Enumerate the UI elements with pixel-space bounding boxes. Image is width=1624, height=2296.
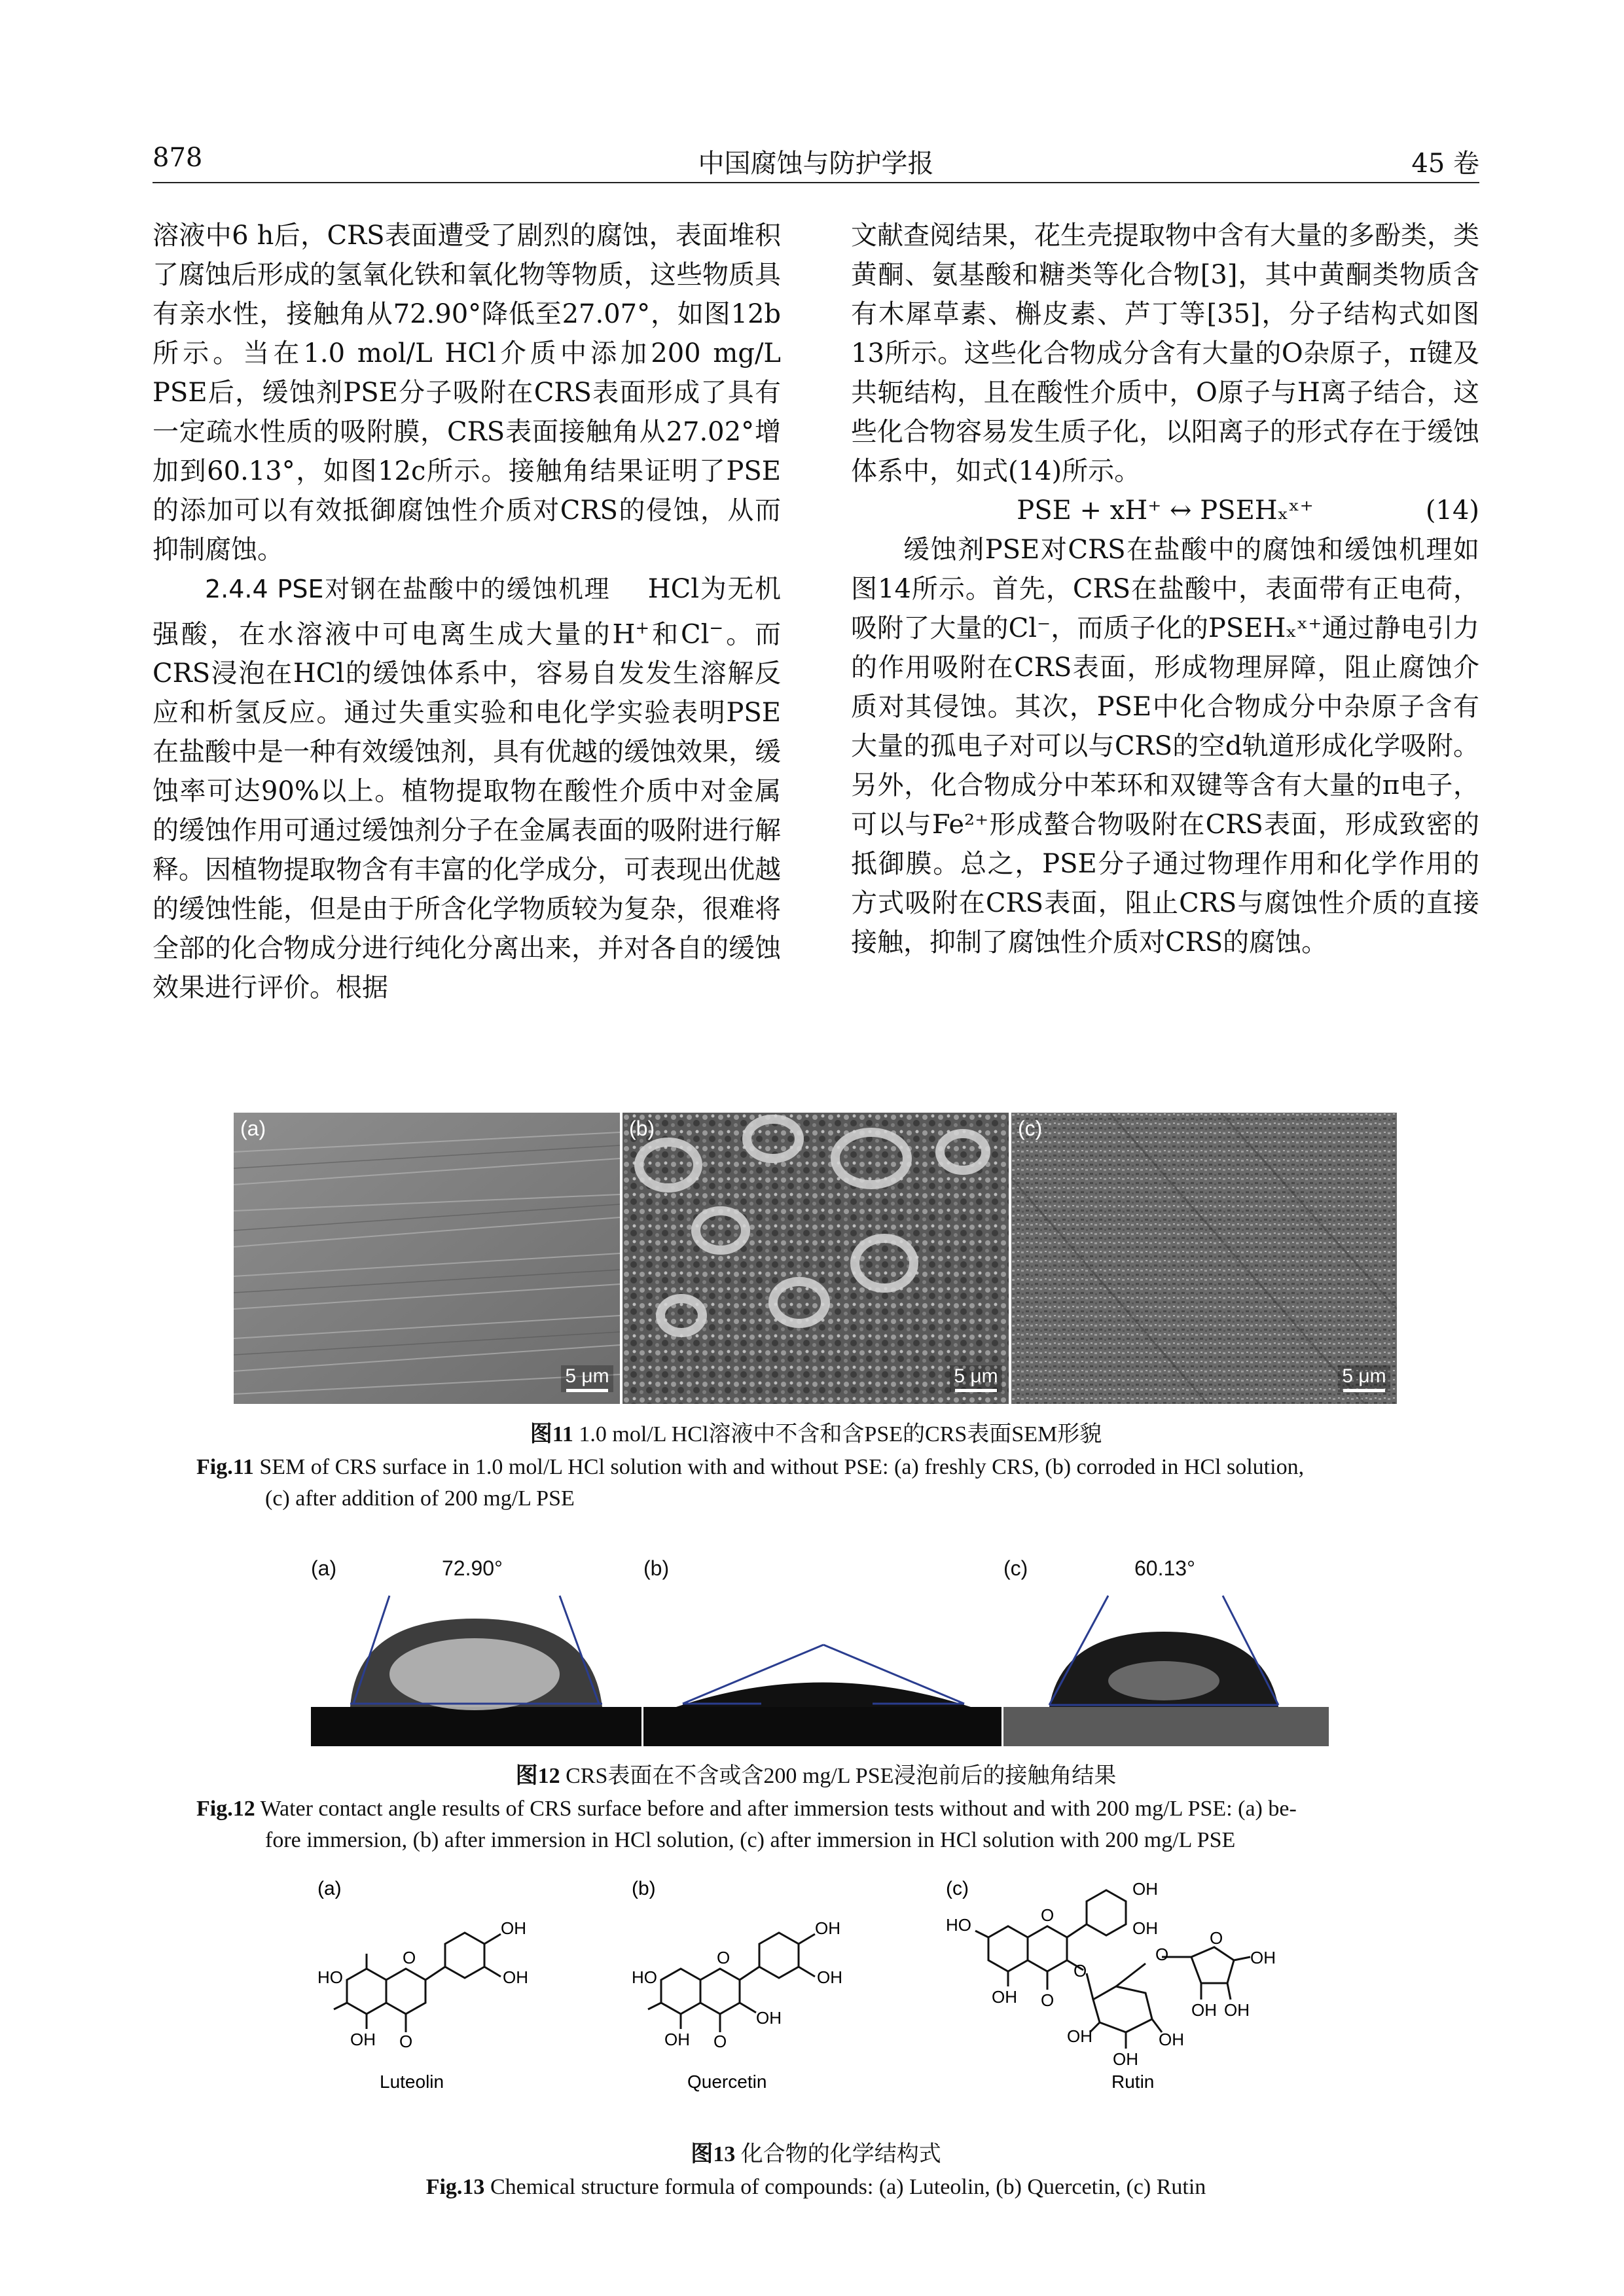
page-number: 878	[153, 143, 203, 173]
caption-text: 1.0 mol/L HCl溶液中不含和含PSE的CRS表面SEM形貌	[573, 1422, 1102, 1446]
structure-quercetin	[622, 1872, 929, 2114]
atom-label: HO	[632, 1967, 657, 1987]
structure-rutin	[936, 1872, 1329, 2114]
atom-label: OH	[756, 2008, 782, 2028]
drop-panel-b	[643, 1556, 1001, 1746]
atom-label: O	[713, 2032, 727, 2051]
atom-label: O	[1041, 1990, 1055, 2010]
atom-label: O	[403, 1948, 416, 1967]
panel-label: (a)	[317, 1878, 342, 1899]
fig11-caption-en	[196, 1452, 1479, 1483]
panel-label: (a)	[311, 1556, 337, 1580]
fig11-caption-en-line2: (c) after addition of 200 mg/L PSE	[265, 1486, 575, 1511]
atom-label: O	[1155, 1945, 1169, 1964]
caption-text: Water contact angle results of CRS surface before and after immersion tests without and with 200 mg/L PSE: (a) be-	[255, 1797, 1297, 1821]
atom-label: OH	[1159, 2030, 1184, 2049]
right-paragraph-2: 缓蚀剂PSE对CRS在盐酸中的腐蚀和缓蚀机理如图14所示。首先，CRS在盐酸中，表面带有正电荷，吸附了大量的Cl⁻，而质子化的PSEHₓˣ⁺通过静电引力的作用吸附在CRS表面，形成物理屏障，阻止腐蚀介质对其侵蚀。其次，PSE中化合物成分中杂原子含有大量的孤电子对可以与CRS的空d轨道形成化学吸附。另外，化合物成分中苯环和双键等含有大量的π电子，可以与Fe²⁺形成螯合物吸附在CRS表面，形成致密的抵御膜。总之，PSE分子通过物理作用和化学作用的方式吸附在CRS表面，阻止CRS与腐蚀性介质的直接接触，抑制了腐蚀性介质对CRS的腐蚀。	[851, 535, 1479, 958]
right-paragraph-1: 文献查阅结果，花生壳提取物中含有大量的多酚类，类黄酮、氨基酸和糖类等化合物[3]，其中黄酮类物质含有木犀草素、槲皮素、芦丁等[35]，分子结构式如图13所示。这些化合物成分含有大量的O杂原子，π键及共轭结构，且在酸性介质中，O原子与H离子结合，这些化合物容易发生质子化，以阳离子的形式存在于缓蚀体系中，如式(14)所示。	[851, 221, 1479, 486]
figure-12-contact-angle	[311, 1556, 1329, 1746]
caption-number: 图11	[530, 1422, 573, 1446]
left-column	[153, 216, 781, 1007]
atom-label: O	[1210, 1928, 1223, 1948]
atom-label: OH	[1132, 1918, 1158, 1938]
drop-panel-c	[1003, 1556, 1329, 1746]
figure-13-structures	[308, 1872, 1329, 2114]
fig11-caption-cn	[153, 1419, 1479, 1450]
fig13-caption-cn	[153, 2139, 1479, 2170]
drop-panel-a	[311, 1556, 641, 1746]
atom-label: OH	[992, 1987, 1017, 2007]
atom-label: O	[1074, 1961, 1087, 1981]
caption-number: Fig.12	[196, 1797, 255, 1821]
atom-label: HO	[317, 1967, 343, 1987]
contact-angle-value: 72.90°	[442, 1556, 503, 1580]
compound-name: Luteolin	[380, 2072, 444, 2092]
sem-image-a	[234, 1113, 620, 1404]
superscript-minus: −	[709, 619, 724, 638]
caption-text: 化合物的化学结构式	[735, 2142, 941, 2166]
right-column	[851, 216, 1479, 962]
atom-label: OH	[664, 2030, 690, 2049]
left-paragraph-2-mid: 和Cl	[649, 619, 710, 650]
volume-label: 45 卷	[1411, 149, 1479, 179]
atom-label: OH	[501, 1918, 526, 1938]
fig12-caption-cn	[153, 1761, 1479, 1792]
atom-label: OH	[350, 2030, 376, 2049]
atom-label: OH	[1191, 2000, 1217, 2020]
equation-body: PSE + xH⁺ ↔ PSEHₓˣ⁺	[1017, 495, 1314, 526]
atom-label: OH	[1224, 2000, 1250, 2020]
caption-text: CRS表面在不含或含200 mg/L PSE浸泡前后的接触角结果	[560, 1764, 1117, 1788]
caption-number: Fig.11	[196, 1455, 254, 1479]
atom-label: OH	[817, 1967, 842, 1987]
drop-image-c	[1003, 1592, 1329, 1746]
atom-label: O	[717, 1948, 731, 1967]
panel-label: (b)	[643, 1556, 670, 1580]
compound-name: Rutin	[1111, 2072, 1155, 2092]
atom-label: OH	[1250, 1948, 1276, 1967]
sem-image-b	[623, 1113, 1009, 1404]
section-heading: 2.4.4 PSE对钢在盐酸中的缓蚀机理	[205, 575, 611, 603]
fig12-caption-en	[196, 1793, 1479, 1825]
panel-label: (c)	[1003, 1556, 1028, 1580]
equation-number: (14)	[1425, 495, 1479, 526]
caption-number: 图12	[515, 1764, 560, 1788]
atom-label: OH	[1113, 2049, 1138, 2069]
atom-label: OH	[503, 1967, 528, 1987]
journal-title: 中国腐蚀与防护学报	[698, 149, 934, 179]
figure-11-sem	[234, 1113, 1397, 1404]
sem-panel-a	[234, 1113, 620, 1404]
left-paragraph-1: 溶液中6 h后，CRS表面遭受了剧烈的腐蚀，表面堆积了腐蚀后形成的氢氧化铁和氧化物等物质，这些物质具有亲水性，接触角从72.90°降低至27.07°，如图12b所示。当在1.0 mol/L HCl介质中添加200 mg/L PSE后，缓蚀剂PSE分子吸附在CRS表面形成了具有一定疏水性质的吸附膜，CRS表面接触角从27.02°增加到60.13°，如图12c所示。接触角结果证明了PSE的添加可以有效抵御腐蚀性介质对CRS的侵蚀，从而抑制腐蚀。	[153, 221, 781, 565]
running-header	[153, 137, 1479, 183]
compound-name: Quercetin	[687, 2072, 767, 2092]
drop-image-b	[643, 1592, 1001, 1746]
equation-14	[851, 491, 1479, 530]
fig12-caption-en-line2: fore immersion, (b) after immersion in HCl solution, (c) after immersion in HCl solution with 200 mg/L PSE	[265, 1828, 1236, 1852]
drop-image-a	[311, 1592, 641, 1746]
sem-panel-c	[1011, 1113, 1397, 1404]
atom-label: OH	[1132, 1879, 1158, 1899]
panel-label: (b)	[632, 1878, 656, 1899]
atom-label: O	[399, 2032, 413, 2051]
caption-text: Chemical structure formula of compounds: (a) Luteolin, (b) Quercetin, (c) Rutin	[484, 2175, 1206, 2199]
panel-label: (c)	[1018, 1117, 1043, 1140]
contact-angle-value: 60.13°	[1134, 1556, 1195, 1580]
atom-label: OH	[815, 1918, 840, 1938]
caption-text: SEM of CRS surface in 1.0 mol/L HCl solution with and without PSE: (a) freshly CRS, (b) corroded in HCl solution,	[253, 1455, 1305, 1479]
atom-label: HO	[946, 1915, 971, 1935]
atom-label: O	[1041, 1905, 1055, 1925]
atom-label: OH	[1067, 2026, 1092, 2046]
fig13-caption-en	[153, 2172, 1479, 2203]
structure-luteolin	[308, 1872, 615, 2114]
scale-label: 5 μm	[1342, 1365, 1386, 1387]
scale-bar	[561, 1365, 613, 1392]
sem-image-c	[1011, 1113, 1397, 1404]
superscript-plus: +	[635, 619, 650, 638]
scale-bar	[950, 1365, 1002, 1392]
panel-label: (c)	[946, 1878, 969, 1899]
sem-panel-b	[623, 1113, 1009, 1404]
caption-number: Fig.13	[425, 2175, 485, 2199]
panel-label: (a)	[240, 1117, 266, 1140]
caption-number: 图13	[691, 2142, 736, 2166]
scale-bar	[1338, 1365, 1390, 1392]
left-paragraph-2-lead: HCl为无机强酸，在水溶液中可电离生成大量的H	[153, 574, 782, 650]
left-paragraph-2-rest: 。而CRS浸泡在HCl的缓蚀体系中，容易自发发生溶解反应和析氢反应。通过失重实验和电化学实验表明PSE在盐酸中是一种有效缓蚀剂，具有优越的缓蚀效果，缓蚀率可达90%以上。植物提取物在酸性介质中对金属的缓蚀作用可通过缓蚀剂分子在金属表面的吸附进行解释。因植物提取物含有丰富的化学成分，可表现出优越的缓蚀性能，但是由于所含化学物质较为复杂，很难将全部的化合物成分进行纯化分离出来，并对各自的缓蚀效果进行评价。根据	[153, 619, 781, 1003]
scale-label: 5 μm	[954, 1365, 998, 1387]
left-paragraph-2	[153, 569, 781, 1007]
panel-label: (b)	[629, 1117, 655, 1140]
scale-label: 5 μm	[565, 1365, 609, 1387]
